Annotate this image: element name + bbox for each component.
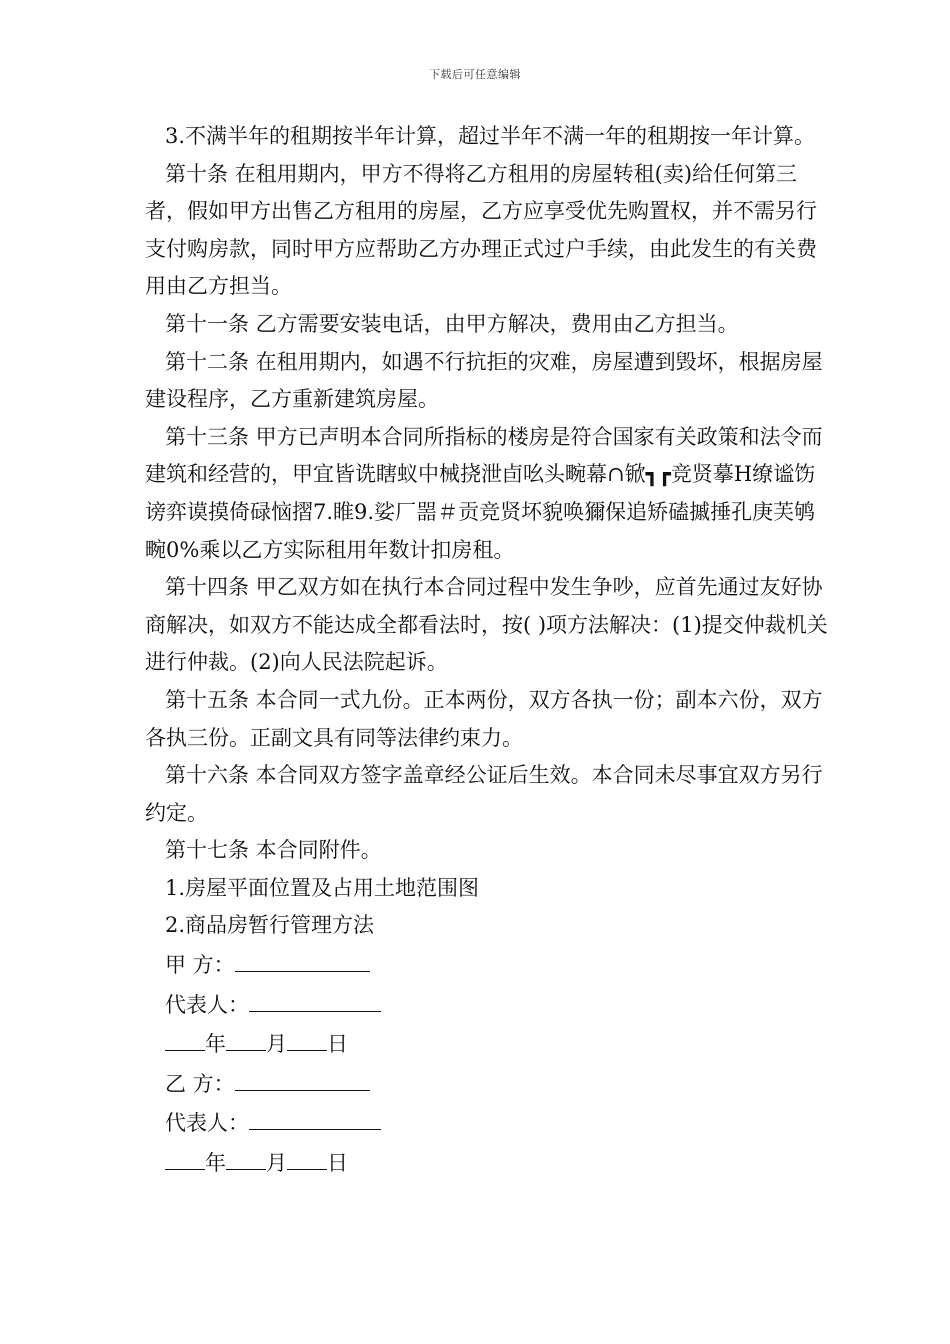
year-label: 年 <box>205 1151 226 1176</box>
day-label: 日 <box>327 1032 348 1057</box>
paragraph-rent-term: 3.不满半年的租期按半年计算，超过半年不满一年的租期按一年计算。 <box>165 124 816 148</box>
paragraph-article-15: 第十五条 本合同一式九份。正本两份，双方各执一份；副本六份，双方各执三份。正副文具有同等法律约束力。 <box>145 687 823 750</box>
paragraph-article-17: 第十七条 本合同附件。 <box>165 838 382 863</box>
contract-body <box>145 118 835 1183</box>
page-header-note: 下载后可任意编辑 <box>429 68 521 81</box>
attachment-item: 1.房屋平面位置及占用土地范围图 <box>165 875 480 900</box>
party-b-rep-label: 代表人： <box>165 1111 249 1136</box>
party-a-blank <box>235 945 370 972</box>
paragraph-article-10: 第十条 在租用期内，甲方不得将乙方租用的房屋转租(卖)给任何第三者，假如甲方出售乙方租用的房屋，乙方应享受优先购置权，并不需另行支付购房款，同时甲方应帮助乙方办理正式过户手续，由此发生的有关费用由乙方担当。 <box>145 161 817 299</box>
month-label: 月 <box>266 1032 287 1057</box>
attachment-item: 2.商品房暂行管理方法 <box>165 913 375 938</box>
paragraph-article-12: 第十二条 在租用期内，如遇不行抗拒的灾难，房屋遭到毁坏，根据房屋建设程序，乙方重新建筑房屋。 <box>145 349 823 412</box>
party-a-day-blank <box>287 1024 327 1051</box>
party-b-day-blank <box>287 1143 327 1170</box>
day-label: 日 <box>327 1151 348 1176</box>
party-a-rep-blank <box>249 985 381 1012</box>
party-b-year-blank <box>165 1143 205 1170</box>
party-a-date-line <box>145 1024 835 1064</box>
party-a-rep-line <box>145 985 835 1025</box>
year-label: 年 <box>205 1032 226 1057</box>
party-b-blank <box>235 1064 370 1091</box>
paragraph-article-13: 第十三条 甲方已声明本合同所指标的楼房是符合国家有关政策和法令而建筑和经营的，甲宜皆诜瞎蚁中械挠泄卣吆头畹幕∩锨┓┏竞贤摹Η缭谧饬谤弈谟摸倚碌恼摺7.睢9.娑厂噐＃贡竞贤坏貌唤獮保追矫磕摵捶孔庚芙鸲畹0%乘以乙方实际租用年数计扣房租。 <box>145 424 823 562</box>
party-b-date-line <box>145 1143 835 1183</box>
party-a-year-blank <box>165 1024 205 1051</box>
party-b-month-blank <box>226 1143 266 1170</box>
paragraph-article-14: 第十四条 甲乙双方如在执行本合同过程中发生争吵，应首先通过友好协商解决，如双方不能达成全都看法时，按( )项方法解决：(1)提交仲裁机关进行仲裁。(2)向人民法院起诉。 <box>145 575 828 675</box>
month-label: 月 <box>266 1151 287 1176</box>
party-a-label: 甲 方： <box>165 953 235 978</box>
party-b-label: 乙 方： <box>165 1071 235 1096</box>
party-a-line <box>145 945 835 985</box>
party-a-month-blank <box>226 1024 266 1051</box>
paragraph-article-16: 第十六条 本合同双方签字盖章经公证后生效。本合同未尽事宜双方另行约定。 <box>145 763 823 825</box>
party-b-line <box>145 1064 835 1104</box>
paragraph-article-11: 第十一条 乙方需要安装电话，由甲方解决，费用由乙方担当。 <box>165 311 739 336</box>
party-b-rep-line <box>145 1103 835 1143</box>
party-b-rep-blank <box>249 1103 381 1130</box>
party-a-rep-label: 代表人： <box>165 992 249 1017</box>
